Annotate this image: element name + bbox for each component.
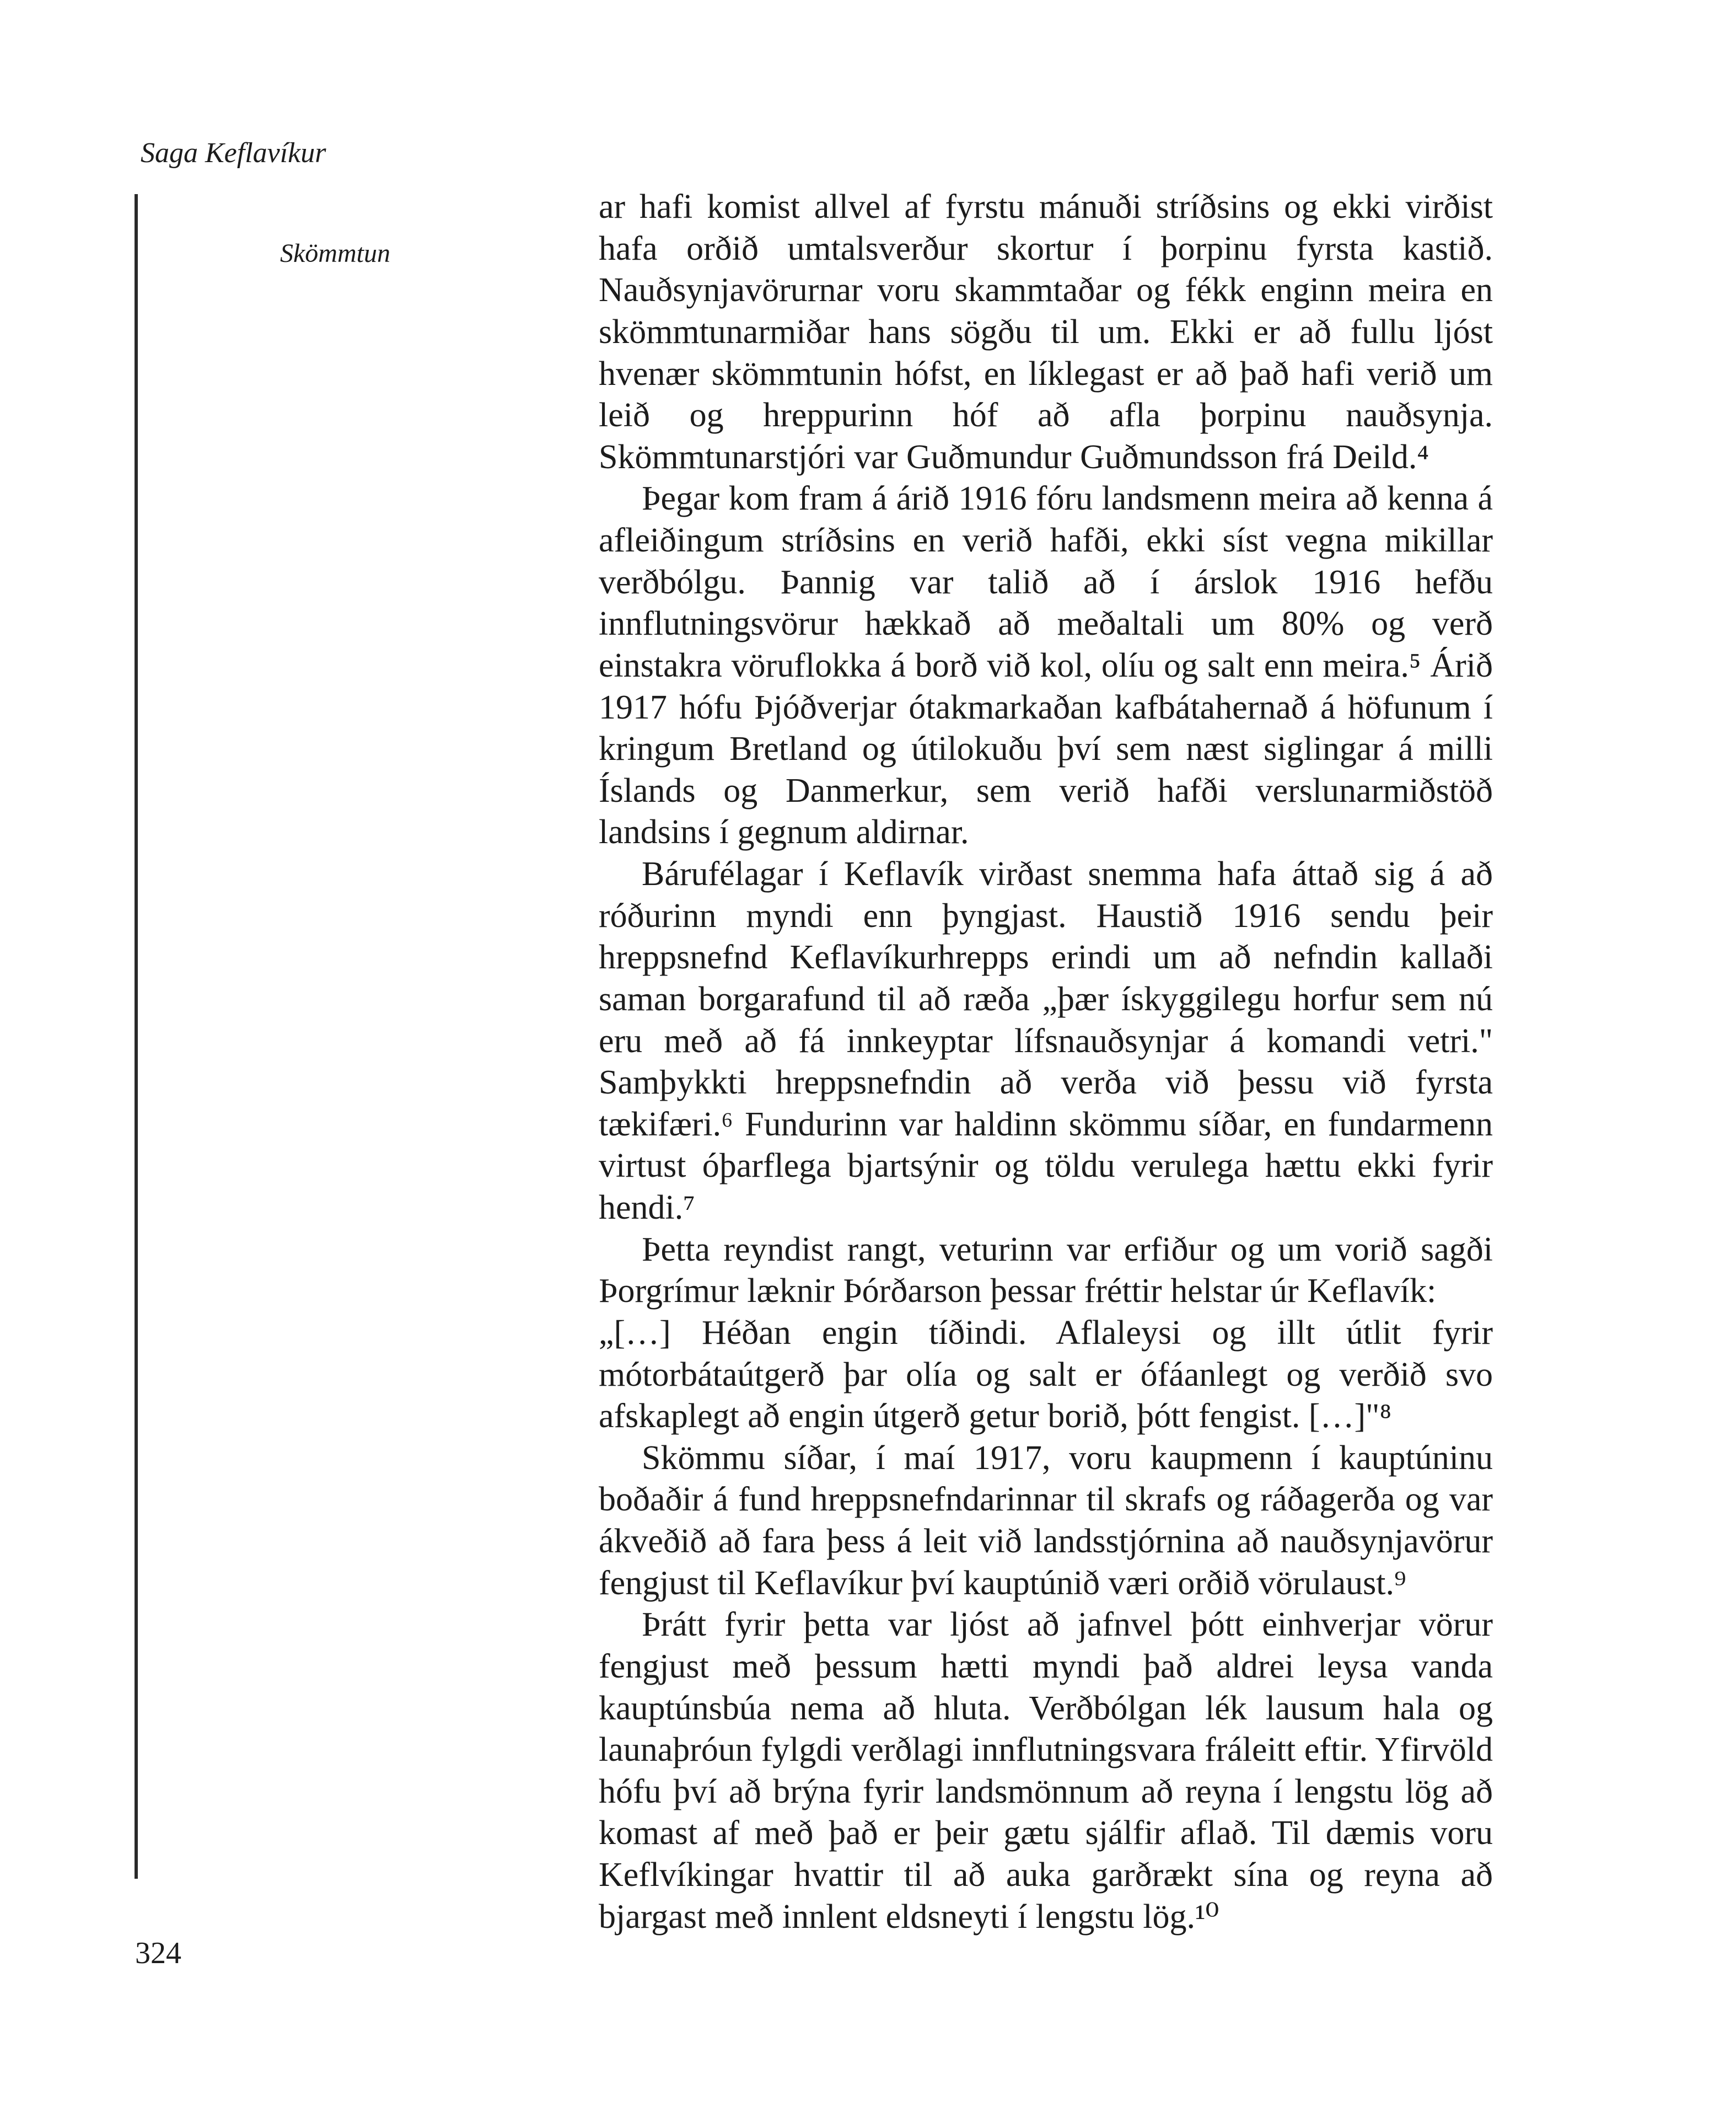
running-head: Saga Keflavíkur [141,137,326,169]
paragraph: Þegar kom fram á árið 1916 fóru landsmenn meira að kenna á afleiðingum stríðsins en verið hafði, ekki síst vegna mikillar verðbólgu. Þannig var talið að í árslok 1916 hefðu innflutningsvörur hækkað að meðaltali um 80% og verð einstakra vöruflokka á borð við kol, olíu og salt enn meira.⁵ Árið 1917 hófu Þjóðverjar ótakmarkaðan kafbátahernað á höfunum í kringum Bretland og útilokuðu því sem næst siglingar á milli Íslands og Danmerkur, sem verið hafði verslunarmiðstöð landsins í gegnum aldirnar. [599,480,1493,851]
body-text [599,186,1493,1938]
block-quote: „[…] Héðan engin tíðindi. Aflaleysi og illt útlit fyrir mótorbátaútgerð þar olía og salt er ófáanlegt og verðið svo afskaplegt að engin útgerð getur borið, þótt fengist. […]"⁸ [599,1314,1493,1435]
paragraph: ar hafi komist allvel af fyrstu mánuði stríðsins og ekki virðist hafa orðið umtalsverður skortur í þorpinu fyrsta kastið. Nauðsynjavörurnar voru skammtaðar og fékk enginn meira en skömmtunarmiðar hans sögðu til um. Ekki er að fullu ljóst hvenær skömmtunin hófst, en líklegast er að það hafi verið um leið og hreppurinn hóf að afla þorpinu nauðsynja. Skömmtunarstjóri var Guðmundur Guðmundsson frá Deild.⁴ [599,188,1493,476]
paragraph: Þrátt fyrir þetta var ljóst að jafnvel þótt einhverjar vörur fengjust með þessum hætti myndi það aldrei leysa vanda kauptúnsbúa nema að hluta. Verðbólgan lék lausum hala og launaþróun fylgdi verðlagi innflutningsvara fráleitt eftir. Yfirvöld hófu því að brýna fyrir landsmönnum að reyna í lengstu lög að komast af með það er þeir gætu sjálfir aflað. Til dæmis voru Keflvíkingar hvattir til að auka garðrækt sína og reyna að bjargast með innlent eldsneyti í lengstu lög.¹⁰ [599,1606,1493,1936]
paragraph: Bárufélagar í Keflavík virðast snemma hafa áttað sig á að róðurinn myndi enn þyngjast. Haustið 1916 sendu þeir hreppsnefnd Keflavíkurhrepps erindi um að nefndin kallaði saman borgarafund til að ræða „þær ískyggilegu horfur sem nú eru með að fá innkeyptar lífsnauðsynjar á komandi vetri." Samþykkti hreppsnefndin að verða við þessu við fyrsta tækifæri.⁶ Fundurinn var haldinn skömmu síðar, en fundarmenn virtust óþarflega bjartsýnir og töldu verulega hættu ekki fyrir hendi.⁷ [599,855,1493,1226]
paragraph: Þetta reyndist rangt, veturinn var erfiður og um vorið sagði Þorgrímur læknir Þórðarson þessar fréttir helstar úr Keflavík: [599,1230,1493,1310]
paragraph: Skömmu síðar, í maí 1917, voru kaupmenn í kauptúninu boðaðir á fund hreppsnefndarinnar til skrafs og ráðagerða og var ákveðið að fara þess á leit við landsstjórnina að nauðsynjavörur fengjust til Keflavíkur því kauptúnið væri orðið vörulaust.⁹ [599,1439,1493,1602]
margin-rule [135,194,138,1879]
margin-note: Skömmtun [280,239,390,268]
page-number: 324 [135,1936,181,1970]
